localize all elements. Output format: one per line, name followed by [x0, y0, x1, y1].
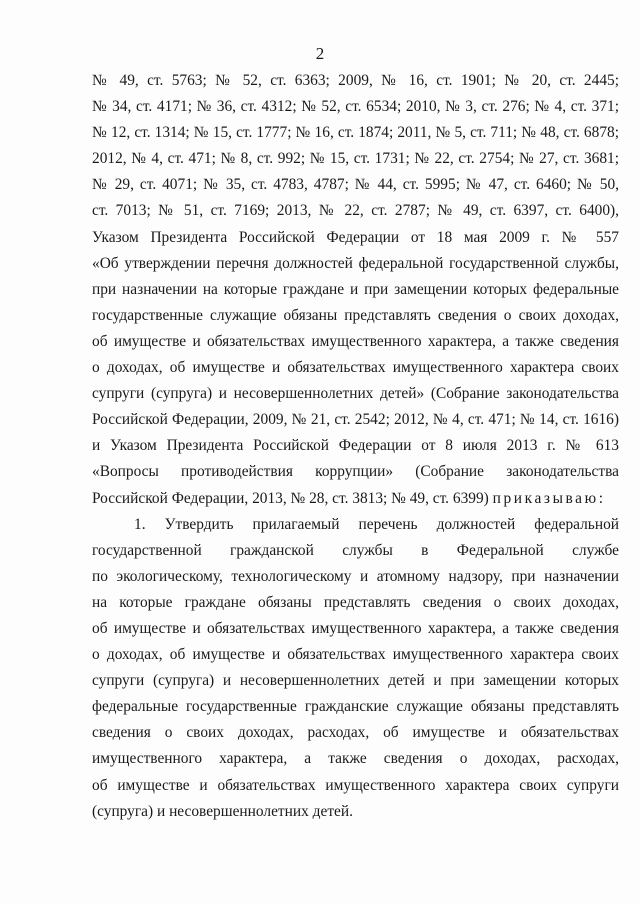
text-line: «Об утверждении перечня должностей федеральной государственной службы,	[92, 254, 619, 272]
text-line: Российской Федерации, 2009, № 21, ст. 2542; 2012, № 4, ст. 471; № 14, ст. 1616)	[92, 411, 619, 429]
order-word: приказываю:	[492, 489, 606, 507]
text-line: государственные служащие обязаны представлять сведения о своих доходах,	[92, 306, 619, 324]
text-line: № 29, ст. 4071; № 35, ст. 4783, 4787; № 44, ст. 5995; № 47, ст. 6460; № 50,	[92, 176, 619, 194]
item-1-paragraph	[92, 512, 619, 825]
text-line: ст. 7013; № 51, ст. 7169; 2013, № 22, ст. 2787; № 49, ст. 6397, ст. 6400),	[92, 202, 619, 220]
text-line: супруги (супруга) и несовершеннолетних детей и при замещении которых	[92, 672, 619, 690]
text-line: (супруга) и несовершеннолетних детей.	[92, 802, 353, 820]
text-line: при назначении на которые граждане и при замещении которых федеральные	[92, 280, 619, 298]
text-line-with-order-word	[92, 486, 619, 512]
text-line: сведения о своих доходах, расходах, об имуществе и обязательствах	[92, 724, 619, 742]
text-line: «Вопросы противодействия коррупции» (Собрание законодательства	[92, 463, 619, 481]
text-line: федеральные государственные гражданские служащие обязаны представлять	[92, 698, 619, 716]
text-line: 2012, № 4, ст. 471; № 8, ст. 992; № 15, ст. 1731; № 22, ст. 2754; № 27, ст. 3681;	[92, 150, 619, 168]
text-line: о доходах, об имуществе и обязательствах имущественного характера своих	[92, 646, 619, 664]
page-number: 2	[315, 44, 325, 63]
text-line: Указом Президента Российской Федерации от 18 мая 2009 г. № 557	[92, 228, 619, 246]
text-line: № 49, ст. 5763; № 52, ст. 6363; 2009, № 16, ст. 1901; № 20, ст. 2445;	[92, 72, 619, 89]
text-line: об имуществе и обязательствах имущественного характера, а также сведения	[92, 332, 619, 350]
text-line: и Указом Президента Российской Федерации от 8 июля 2013 г. № 613	[92, 437, 619, 455]
preamble-last-line: Российской Федерации, 2013, № 28, ст. 3813; № 49, ст. 6399)	[92, 489, 489, 507]
preamble-paragraph	[92, 68, 619, 512]
document-body	[92, 68, 619, 825]
text-line: имущественного характера, а также сведения о доходах, расходах,	[92, 750, 619, 768]
text-line: № 12, ст. 1314; № 15, ст. 1777; № 16, ст. 1874; 2011, № 5, ст. 711; № 48, ст. 6878;	[92, 124, 619, 142]
text-line: супруги (супруга) и несовершеннолетних детей» (Собрание законодательства	[92, 385, 619, 403]
text-line: на которые граждане обязаны представлять сведения о своих доходах,	[92, 593, 619, 611]
text-line: № 34, ст. 4171; № 36, ст. 4312; № 52, ст. 6534; 2010, № 3, ст. 276; № 4, ст. 371;	[92, 98, 619, 116]
text-line: о доходах, об имуществе и обязательствах имущественного характера своих	[92, 359, 619, 377]
text-line: 1. Утвердить прилагаемый перечень должностей федеральной	[134, 515, 619, 533]
text-line: государственной гражданской службы в Федеральной службе	[92, 541, 619, 559]
text-line: об имуществе и обязательствах имущественного характера, а также сведения	[92, 619, 619, 637]
text-line: по экологическому, технологическому и атомному надзору, при назначении	[92, 567, 619, 585]
text-line: об имуществе и обязательствах имущественного характера своих супруги	[92, 776, 619, 794]
